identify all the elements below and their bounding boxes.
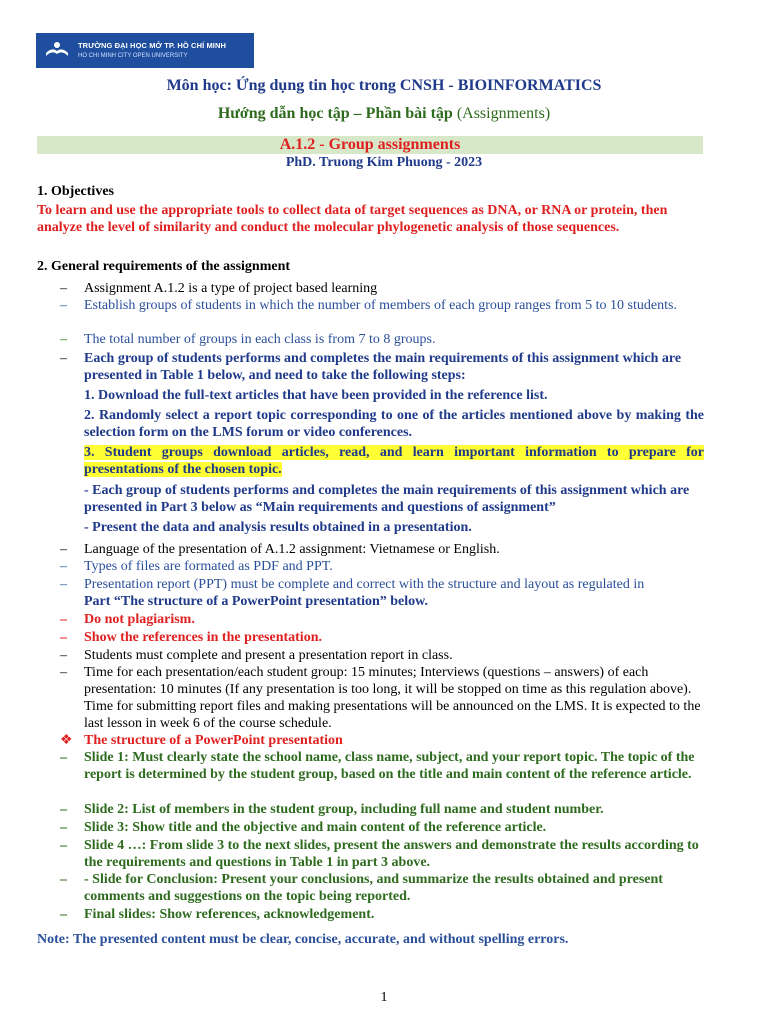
assignment-title: A.1.2 - Group assignments xyxy=(279,136,461,153)
assignment-title-band xyxy=(37,136,703,154)
structure-heading: The structure of a PowerPoint presentation xyxy=(84,733,343,748)
guide-title xyxy=(0,105,768,123)
objectives-heading: 1. Objectives xyxy=(37,184,114,199)
dash-bullet: – xyxy=(60,351,67,366)
objectives-text: To learn and use the appropriate tools to collect data of target sequences as DNA, or RNA or protein, then analyze the level of similarity and conduct the molecular phylogenetic analysis of those sequences. xyxy=(37,203,668,235)
requirement-item: Assignment A.1.2 is a type of project based learning xyxy=(84,281,378,296)
note-text: Note: The presented content must be clear, concise, accurate, and without spelling errors. xyxy=(37,932,569,947)
requirement-item: Students must complete and present a presentation report in class. xyxy=(84,648,453,663)
dash-bullet: – xyxy=(60,820,67,835)
requirement-item: Establish groups of students in which the number of members of each group ranges from 5 to 10 students. xyxy=(84,298,677,313)
diamond-bullet-icon: ❖ xyxy=(60,733,73,748)
step-item-highlighted xyxy=(84,444,704,478)
author-line: PhD. Truong Kim Phuong - 2023 xyxy=(285,155,483,170)
guide-title-plain: (Assignments) xyxy=(456,105,551,122)
slide-item: Slide 2: List of members in the student group, including full name and student number. xyxy=(84,802,604,817)
dash-bullet: – xyxy=(60,577,67,592)
step-item: - Each group of students performs and completes the main requirements of this assignment which are presented in Part 3 below as “Main requirements and questions of assignment” xyxy=(84,483,690,515)
slide-item: - Slide for Conclusion: Present your conclusions, and summarize the results obtained and present comments and suggestions on the topic being reported. xyxy=(84,872,663,904)
highlight-text: 3. Student groups download articles, read, and learn important information to prepare for presentations of the chosen topic. xyxy=(84,445,704,477)
dash-bullet: – xyxy=(60,332,67,347)
dash-bullet: – xyxy=(60,802,67,817)
slide-item: Slide 3: Show title and the objective and main content of the reference article. xyxy=(84,820,547,835)
dash-bullet: – xyxy=(60,872,67,887)
page-number: 1 xyxy=(380,990,388,1005)
slide-item: Final slides: Show references, acknowledgement. xyxy=(84,907,375,922)
dash-bullet: – xyxy=(60,838,67,853)
dash-bullet: – xyxy=(60,630,67,645)
dash-bullet: – xyxy=(60,298,67,313)
dash-bullet: – xyxy=(60,665,67,680)
requirement-item: Types of files are formated as PDF and PPT. xyxy=(84,559,333,574)
step-item: 1. Download the full-text articles that have been provided in the reference list. xyxy=(84,388,548,403)
dash-bullet: – xyxy=(60,542,67,557)
requirement-item-part: Part “The structure of a PowerPoint presentation” below. xyxy=(84,594,428,609)
requirement-item: Presentation report (PPT) must be complete and correct with the structure and layout as regulated in xyxy=(84,577,645,592)
book-icon xyxy=(44,39,70,61)
guide-title-bold: Hướng dẫn học tập – Phần bài tập xyxy=(217,105,453,122)
step-item: - Present the data and analysis results obtained in a presentation. xyxy=(84,520,472,535)
dash-bullet: – xyxy=(60,612,67,627)
requirement-item: The total number of groups in each class is from 7 to 8 groups. xyxy=(84,332,436,347)
logo-text-vn: TRƯỜNG ĐẠI HỌC MỞ TP. HỒ CHÍ MINH xyxy=(78,41,227,50)
dash-bullet: – xyxy=(60,281,67,296)
course-title: Môn học: Ứng dụng tin học trong CNSH - BIOINFORMATICS xyxy=(166,77,602,94)
requirement-item: Show the references in the presentation. xyxy=(84,630,322,645)
requirements-heading: 2. General requirements of the assignment xyxy=(37,259,291,274)
slide-item: Slide 4 …: From slide 3 to the next slides, present the answers and demonstrate the results according to the requirements and questions in Table 1 in part 3 above. xyxy=(84,838,699,870)
university-logo xyxy=(36,33,254,68)
requirement-item: Do not plagiarism. xyxy=(84,612,195,627)
dash-bullet: – xyxy=(60,750,67,765)
dash-bullet: – xyxy=(60,559,67,574)
slide-item: Slide 1: Must clearly state the school name, class name, subject, and your report topic. The topic of the report is determined by the student group, based on the title and main content of the reference article. xyxy=(84,750,695,782)
logo-text-en: HO CHI MINH CITY OPEN UNIVERSITY xyxy=(78,53,188,59)
dash-bullet: – xyxy=(60,907,67,922)
dash-bullet: – xyxy=(60,648,67,663)
step-item: 2. Randomly select a report topic corresponding to one of the articles mentioned above by making the selection form on the LMS forum or video conferences. xyxy=(84,408,704,440)
requirement-item: Language of the presentation of A.1.2 assignment: Vietnamese or English. xyxy=(84,542,500,557)
requirement-item: Time for each presentation/each student group: 15 minutes; Interviews (questions – answers) of each presentation: 10 minutes (If any presentation is too long, it will be stopped on time as this regulation above). Time for submitting report files and making presentations will be announced on the LMS. It is expected to the last lesson in week 6 of the course schedule. xyxy=(84,665,701,731)
requirement-item: Each group of students performs and completes the main requirements of this assignment which are presented in Table 1 below, and need to take the following steps: xyxy=(84,351,682,383)
